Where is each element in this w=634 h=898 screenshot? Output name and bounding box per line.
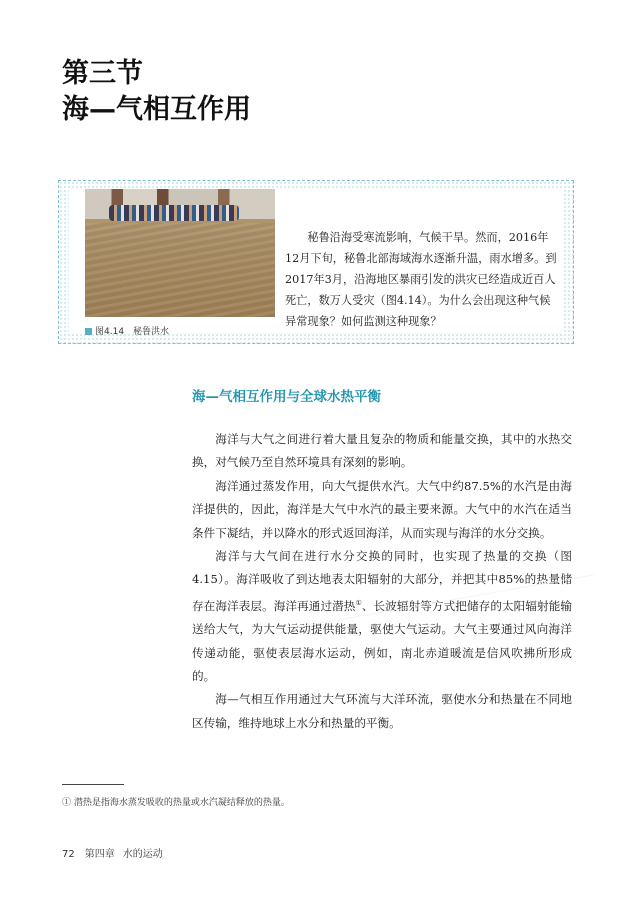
case-study-text: 秘鲁沿海受寒流影响，气候干旱。然而，2016年12月下旬，秘鲁北部海域海水逐渐升温，雨水增多。到2017年3月，沿海地区暴雨引发的洪灾已经造成近百人死亡，数万人受灾（图4.14）。为什么会出现这种气候异常现象？如何监测这种现象？ (285, 231, 557, 328)
figure-caption (85, 324, 169, 337)
body-text (192, 428, 572, 735)
paragraph: 海洋与大气之间进行着大量且复杂的物质和能量交换，其中的水热交换，对气候乃至自然环境具有深刻的影响。 (192, 432, 572, 470)
photo-people (109, 205, 239, 221)
footnote: ① 潜热是指海水蒸发吸收的热量或水汽凝结释放的热量。 (62, 798, 290, 808)
footer-chapter-title: 水的运动 (122, 849, 163, 860)
photo-floodwater (85, 223, 275, 317)
caption-marker-icon (85, 328, 92, 335)
section-name: 海—气相互作用 (62, 94, 251, 125)
footnote-marker: ① (355, 598, 362, 607)
case-study-inner (69, 189, 563, 337)
paragraph: 海—气相互作用通过大气环流与大洋环流，驱使水分和热量在不同地区传输，维持地球上水分和热量的平衡。 (192, 692, 572, 730)
section-number: 第三节 (62, 58, 143, 89)
footnote-divider (62, 784, 124, 785)
subsection-heading: 海—气相互作用与全球水热平衡 (192, 389, 381, 405)
figure-caption-text: 图4.14 秘鲁洪水 (95, 327, 170, 337)
paragraph: 海洋通过蒸发作用，向大气提供水汽。大气中约87.5%的水汽是由海洋提供的，因此，海洋是大气中水汽的最主要来源。大气中的水汽在适当条件下凝结，并以降水的形式返回海洋，从而实现与海洋的水分交换。 (192, 478, 572, 540)
paragraph-part: 海洋与大气间在进行水分交换的同时，也实现了热量的交换（图4.15）。海洋吸收了到达地表太阳辐射的大部分，并把其中85%的热量储存在海洋表层。海洋再通过潜热 (192, 549, 572, 613)
section-title (62, 56, 251, 128)
page-footer (62, 845, 163, 860)
paragraph-part: 、长波辐射等方式把储存的太阳辐射能输送给大气，为大气运动提供能量，驱使大气运动。大气主要通过风向海洋传递动能，驱使表层海水运动，例如，南北赤道暖流是信风吹拂所形成的。 (192, 598, 572, 683)
footer-chapter: 第四章 (84, 849, 115, 860)
case-study-box (58, 180, 574, 344)
page-number: 72 (62, 849, 75, 860)
peru-flood-photo (85, 189, 275, 317)
